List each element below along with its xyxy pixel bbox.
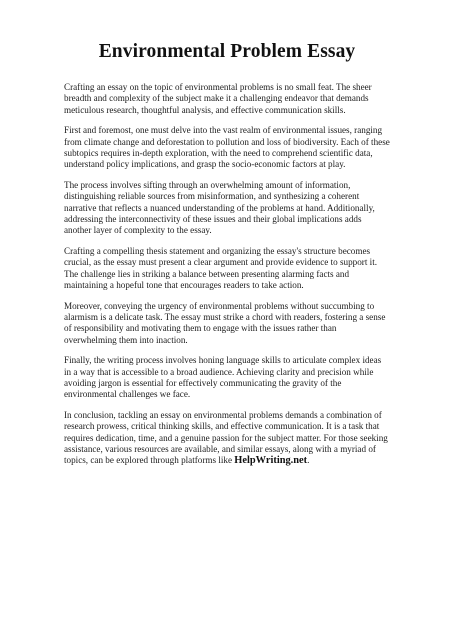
helpwriting-link[interactable]: HelpWriting.net	[234, 455, 308, 467]
essay-paragraph-2: First and foremost, one must delve into the vast realm of environmental issues, ranging from climate change and deforestation to pollution and loss of biodiversity. Each of these subtopics requires in-depth exploration, with the need to comprehend scientific data, understand policy implications, and grasp the socio-economic factors at play.	[64, 125, 390, 170]
essay-paragraph-3: The process involves sifting through an overwhelming amount of information, distinguishing reliable sources from misinformation, and synthesizing a coherent narrative that reflects a nuanced understanding of the problems at hand. Additionally, addressing the interconnectivity of these issues and their global implications adds another layer of complexity to the essay.	[64, 180, 375, 236]
essay-conclusion	[64, 410, 390, 466]
essay-paragraph-4: Crafting a compelling thesis statement and organizing the essay's structure becomes crucial, as the essay must present a clear argument and provide evidence to support it. The challenge lies in striking a balance between presenting alarming facts and maintaining a hopeful tone that encourages readers to take action.	[64, 246, 378, 290]
essay-paragraph-6: Finally, the writing process involves honing language skills to articulate complex ideas in a way that is accessible to a broad audience. Achieving clarity and precision while avoiding jargon is essential for effectively communicating the gravity of the environmental challenges we face.	[64, 355, 382, 400]
conclusion-text: In conclusion, tackling an essay on environmental problems demands a combination of research prowess, critical thinking skills, and effective communication. It is a task that requires dedication, time, and a genuine passion for the subject matter. For those seeking assistance, various resources are available, and similar essays, along with a myriad of topics, can be explored through platforms like	[64, 410, 388, 466]
essay-paragraph-1: Crafting an essay on the topic of environmental problems is no small feat. The sheer breadth and complexity of the subject make it a challenging endeavor that demands meticulous research, thoughtful analysis, and effective communication skills.	[64, 82, 372, 115]
conclusion-end: .	[307, 455, 310, 466]
essay-title: Environmental Problem Essay	[98, 41, 356, 62]
essay-paragraph-5: Moreover, conveying the urgency of environmental problems without succumbing to alarmism is a delicate task. The essay must strike a chord with readers, fostering a sense of responsibility and motivating them to engage with the issues rather than overwhelming them into inaction.	[64, 300, 386, 345]
